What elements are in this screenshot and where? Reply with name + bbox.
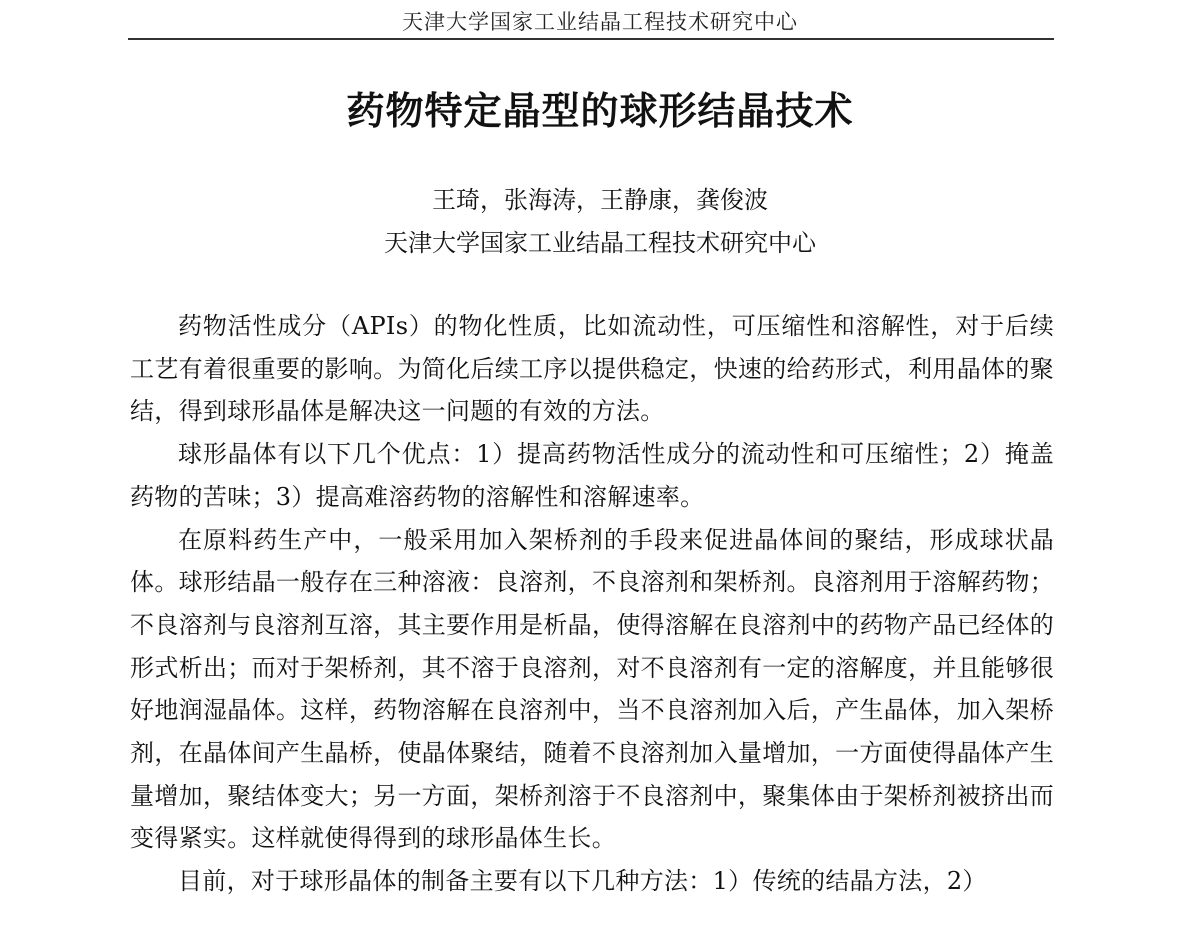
author-list: 王琦，张海涛，王静康，龚俊波: [432, 186, 768, 214]
paragraph-advantages: 球形晶体有以下几个优点：1）提高药物活性成分的流动性和可压缩性；2）掩盖药物的苦味；3）提高难溶药物的溶解性和溶解速率。: [130, 440, 1054, 511]
affiliation: 天津大学国家工业结晶工程技术研究中心: [384, 229, 816, 257]
body-text: [130, 305, 1054, 903]
paragraph-preparation-methods: 目前，对于球形晶体的制备主要有以下几种方法：1）传统的结晶方法，2）: [178, 867, 987, 896]
header-rule: [128, 38, 1054, 40]
paper-title: 药物特定晶型的球形结晶技术: [346, 88, 854, 133]
paragraph-apis-properties: 药物活性成分（APIs）的物化性质，比如流动性，可压缩性和溶解性，对于后续工艺有着很重要的影响。为简化后续工序以提供稳定，快速的给药形式，利用晶体的聚结，得到球形晶体是解决这一问题的有效的方法。: [130, 312, 1054, 426]
paragraph-bridging-agent: 在原料药生产中，一般采用加入架桥剂的手段来促进晶体间的聚结，形成球状晶体。球形结晶一般存在三种溶液：良溶剂，不良溶剂和架桥剂。良溶剂用于溶解药物；不良溶剂与良溶剂互溶，其主要作用是析晶，使得溶解在良溶剂中的药物产品已经体的形式析出；而对于架桥剂，其不溶于良溶剂，对不良溶剂有一定的溶解度，并且能够很好地润湿晶体。这样，药物溶解在良溶剂中，当不良溶剂加入后，产生晶体，加入架桥剂，在晶体间产生晶桥，使晶体聚结，随着不良溶剂加入量增加，一方面使得晶体产生量增加，聚结体变大；另一方面，架桥剂溶于不良溶剂中，聚集体由于架桥剂被挤出而变得紧实。这样就使得得到的球形晶体生长。: [130, 525, 1054, 853]
running-head: 天津大学国家工业结晶工程技术研究中心: [402, 10, 798, 34]
